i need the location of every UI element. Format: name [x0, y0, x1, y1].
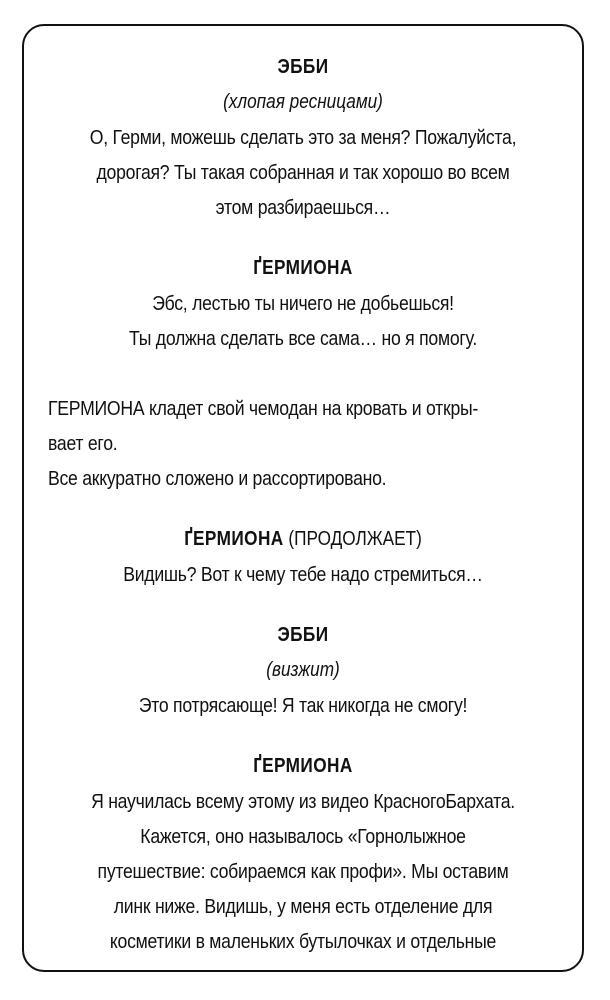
speaker-hermione [84, 522, 523, 557]
dialogue-line: Кажется, оно называлось «Горнолыжное [140, 825, 466, 848]
script-page [22, 24, 584, 972]
speaker-hermione: ҐЕРМИОНА [253, 257, 353, 279]
dialogue-line: Это потрясающе! Я так никогда не смогу! [138, 694, 468, 717]
stage-direction: (хлопая ресницами) [223, 91, 383, 113]
speaker-abby: ЭББИ [277, 56, 329, 78]
dialogue-line: О, Герми, можешь сделать это за меня? Пожалуйста, [89, 126, 517, 149]
dialogue-line: Видишь? Вот к чему тебе надо стремиться… [123, 563, 483, 586]
dialogue-line: путешествие: собираемся как профи». Мы оставим [97, 860, 509, 883]
speaker-hermione: ҐЕРМИОНА [253, 755, 353, 777]
action-line: ГЕРМИОНА кладет свой чемодан на кровать и откры- [48, 397, 479, 420]
dialogue-line: Ты должна сделать все сама… но я помогу. [129, 327, 477, 350]
dialogue-line: Эбс, лестью ты ничего не добьешься! [152, 292, 454, 315]
speaker-abby: ЭББИ [277, 624, 329, 646]
stage-direction: (визжит) [266, 659, 340, 681]
speaker-note: (ПРОДОЛЖАЕТ) [283, 528, 422, 550]
dialogue-line: этом разбираешься… [215, 196, 391, 219]
dialogue-line: Я научилась всему этому из видео КрасногоБархата. [91, 790, 515, 813]
dialogue-line: линк ниже. Видишь, у меня есть отделение для [113, 895, 493, 918]
action-line: вает его. [48, 432, 118, 455]
dialogue-line: дорогая? Ты такая собранная и так хорошо во всем [96, 161, 510, 184]
speaker-name: ҐЕРМИОНА [184, 528, 284, 550]
action-line: Все аккуратно сложено и рассортировано. [48, 467, 387, 490]
dialogue-line: косметики в маленьких бутылочках и отдельные [109, 930, 497, 953]
